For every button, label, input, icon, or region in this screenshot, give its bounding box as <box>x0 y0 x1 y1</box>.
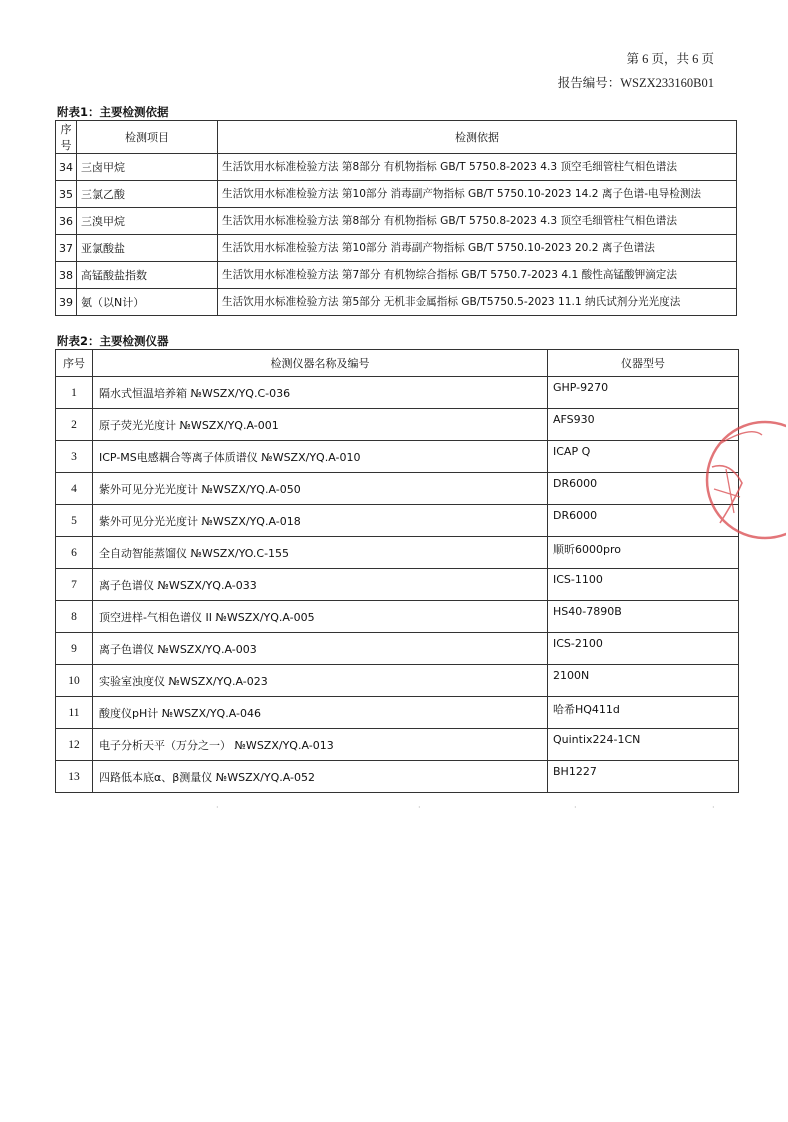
row-number: 5 <box>56 505 93 537</box>
instrument-name: 全自动智能蒸馏仪 №WSZX/YO.C-155 <box>93 537 548 569</box>
instrument-model: DR6000 <box>548 473 739 505</box>
row-number: 13 <box>56 761 93 793</box>
row-number: 10 <box>56 665 93 697</box>
table-row <box>56 235 737 262</box>
instrument-model: GHP-9270 <box>548 377 739 409</box>
instrument-name: 离子色谱仪 №WSZX/YQ.A-003 <box>93 633 548 665</box>
scan-mark: · <box>574 803 577 812</box>
table-row <box>56 761 739 793</box>
row-number: 1 <box>56 377 93 409</box>
test-item: 三卤甲烷 <box>77 154 218 181</box>
instrument-model: DR6000 <box>548 505 739 537</box>
seal-text-mark <box>714 489 740 497</box>
instrument-model: AFS930 <box>548 409 739 441</box>
test-basis: 生活饮用水标准检验方法 第8部分 有机物指标 GB/T 5750.8-2023 4.3 顶空毛细管柱气相色谱法 <box>218 154 737 181</box>
instrument-name: 紫外可见分光光度计 №WSZX/YQ.A-018 <box>93 505 548 537</box>
test-item: 三溴甲烷 <box>77 208 218 235</box>
table-row <box>56 537 739 569</box>
row-number: 12 <box>56 729 93 761</box>
scan-mark: · <box>418 803 421 812</box>
seal-ring <box>707 422 786 538</box>
instrument-name: 隔水式恒温培养箱 №WSZX/YQ.C-036 <box>93 377 548 409</box>
instrument-model: 哈希HQ411d <box>548 697 739 729</box>
row-number: 34 <box>56 154 77 181</box>
test-basis: 生活饮用水标准检验方法 第10部分 消毒副产物指标 GB/T 5750.10-2023 14.2 离子色谱-电导检测法 <box>218 181 737 208</box>
table-header-row <box>56 121 737 154</box>
test-basis: 生活饮用水标准检验方法 第7部分 有机物综合指标 GB/T 5750.7-2023 4.1 酸性高锰酸钾滴定法 <box>218 262 737 289</box>
table-row <box>56 697 739 729</box>
table-row <box>56 729 739 761</box>
table-row <box>56 473 739 505</box>
column-header-no: 序号 <box>56 121 77 154</box>
test-item: 氨（以N计） <box>77 289 218 316</box>
test-basis: 生活饮用水标准检验方法 第8部分 有机物指标 GB/T 5750.8-2023 4.3 顶空毛细管柱气相色谱法 <box>218 208 737 235</box>
table2-title: 附表2：主要检测仪器 <box>57 334 169 348</box>
instrument-name: 离子色谱仪 №WSZX/YQ.A-033 <box>93 569 548 601</box>
table-row <box>56 208 737 235</box>
column-header-instrument: 检测仪器名称及编号 <box>93 350 548 377</box>
table-row <box>56 409 739 441</box>
instrument-model: HS40-7890B <box>548 601 739 633</box>
row-number: 6 <box>56 537 93 569</box>
row-number: 4 <box>56 473 93 505</box>
row-number: 9 <box>56 633 93 665</box>
instrument-table <box>55 349 739 793</box>
report-number: 报告编号：WSZX233160B01 <box>557 76 714 90</box>
table-row <box>56 262 737 289</box>
page-number: 第 6 页，共 6 页 <box>626 52 714 66</box>
instrument-name: 电子分析天平（万分之一） №WSZX/YQ.A-013 <box>93 729 548 761</box>
row-number: 11 <box>56 697 93 729</box>
instrument-model: ICS-2100 <box>548 633 739 665</box>
table-row <box>56 377 739 409</box>
instrument-name: 酸度仪pH计 №WSZX/YQ.A-046 <box>93 697 548 729</box>
row-number: 3 <box>56 441 93 473</box>
test-item: 高锰酸盐指数 <box>77 262 218 289</box>
row-number: 38 <box>56 262 77 289</box>
instrument-model: Quintix224-1CN <box>548 729 739 761</box>
table-row <box>56 601 739 633</box>
row-number: 7 <box>56 569 93 601</box>
instrument-model: 2100N <box>548 665 739 697</box>
instrument-name: 紫外可见分光光度计 №WSZX/YQ.A-050 <box>93 473 548 505</box>
row-number: 36 <box>56 208 77 235</box>
table-row <box>56 633 739 665</box>
scan-mark: · <box>712 803 715 812</box>
row-number: 2 <box>56 409 93 441</box>
table-header-row <box>56 350 739 377</box>
table1-title: 附表1：主要检测依据 <box>57 105 169 119</box>
instrument-name: 原子荧光光度计 №WSZX/YQ.A-001 <box>93 409 548 441</box>
table-row <box>56 505 739 537</box>
test-item: 亚氯酸盐 <box>77 235 218 262</box>
row-number: 37 <box>56 235 77 262</box>
row-number: 8 <box>56 601 93 633</box>
table-row <box>56 181 737 208</box>
instrument-name: 四路低本底α、β测量仪 №WSZX/YQ.A-052 <box>93 761 548 793</box>
instrument-model: BH1227 <box>548 761 739 793</box>
testing-basis-table <box>55 120 737 316</box>
instrument-name: ICP-MS电感耦合等离子体质谱仪 №WSZX/YQ.A-010 <box>93 441 548 473</box>
column-header-no: 序号 <box>56 350 93 377</box>
test-item: 三氯乙酸 <box>77 181 218 208</box>
column-header-basis: 检测依据 <box>218 121 737 154</box>
row-number: 39 <box>56 289 77 316</box>
test-basis: 生活饮用水标准检验方法 第5部分 无机非金属指标 GB/T5750.5-2023 11.1 纳氏试剂分光光度法 <box>218 289 737 316</box>
table-row <box>56 569 739 601</box>
table-row <box>56 154 737 181</box>
instrument-model: 顺昕6000pro <box>548 537 739 569</box>
instrument-model: ICAP Q <box>548 441 739 473</box>
column-header-item: 检测项目 <box>77 121 218 154</box>
instrument-name: 顶空进样-气相色谱仪 II №WSZX/YQ.A-005 <box>93 601 548 633</box>
scan-mark: · <box>216 803 219 812</box>
test-basis: 生活饮用水标准检验方法 第10部分 消毒副产物指标 GB/T 5750.10-2023 20.2 离子色谱法 <box>218 235 737 262</box>
instrument-model: ICS-1100 <box>548 569 739 601</box>
column-header-model: 仪器型号 <box>548 350 739 377</box>
row-number: 35 <box>56 181 77 208</box>
instrument-name: 实验室浊度仪 №WSZX/YQ.A-023 <box>93 665 548 697</box>
table-row <box>56 441 739 473</box>
official-seal-stamp <box>690 405 786 555</box>
table-row <box>56 289 737 316</box>
table-row <box>56 665 739 697</box>
